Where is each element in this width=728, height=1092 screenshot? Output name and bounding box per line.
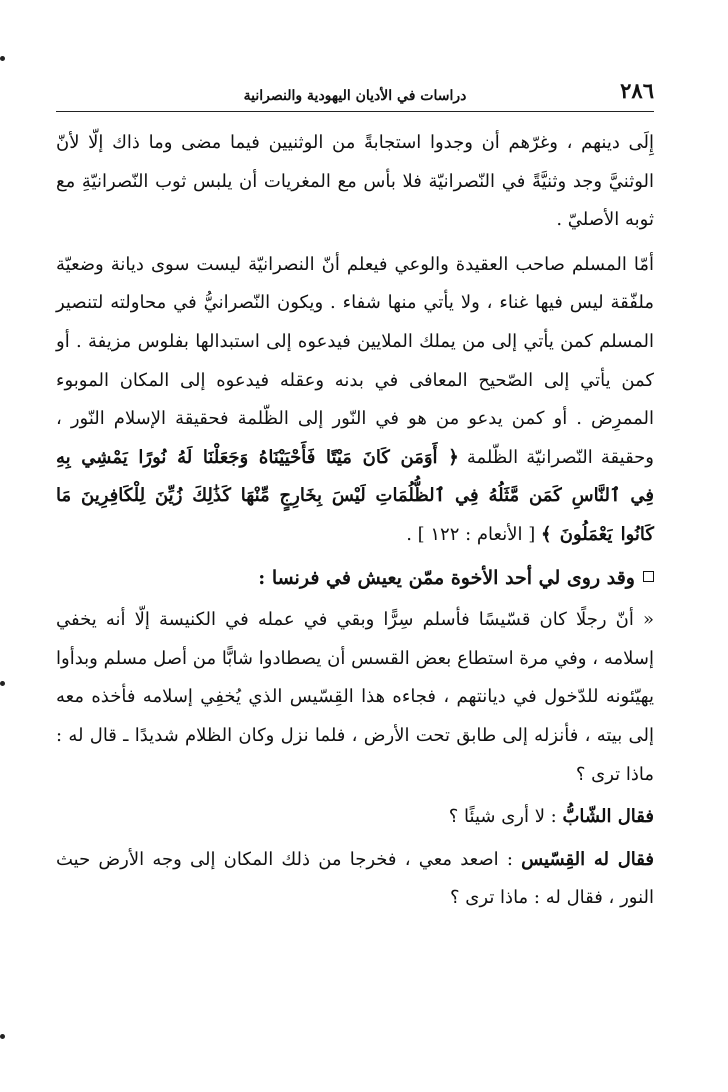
paragraph-3: « أنّ رجلًا كان قسّيسًا فأسلم سِرًّا وبقي في عمله في الكنيسة إلّا أنه يخفي إسلامه ، وفي مرة استطاع بعض القسس أن يصطادوا شابًّا من أصل مسلم وبدأوا يهيّئونه للدّخول في ديانتهم ، فجاءه هذا القِسّيس الذي يُخفِي إسلامه فأخذه معه إلى بيته ، فأنزله إلى طابق تحت الأرض ، فلما نزل وكان الظلام شديدًا ـ قال له : ماذا ترى ؟ bbox=[56, 609, 654, 785]
quran-verse: ﴿ أَوَمَن كَانَ مَيْتًا فَأَحْيَيْنَاهُ وَجَعَلْنَا لَهُ نُورًا يَمْشِي بِهِ فِي ٱلنَّاسِ كَمَن مَّثَلُهُ فِي ٱلظُّلُمَاتِ لَيْسَ بِخَارِجٍ مِّنْهَا كَذَٰلِكَ زُيِّنَ لِلْكَافِرِينَ مَا كَانُوا يَعْمَلُونَ ﴾ bbox=[56, 446, 654, 545]
section-heading-text: وقد روى لي أحد الأخوة ممّن يعيش في فرنسا : bbox=[258, 566, 635, 589]
page-body bbox=[56, 124, 654, 918]
speaker-label: فقال الشّابُّ bbox=[562, 806, 654, 828]
margin-mark bbox=[0, 1034, 5, 1039]
dialogue-line-1 bbox=[56, 798, 654, 837]
paragraph-1: إِلَى دينهم ، وغرّهم أن وجدوا استجابةً من الوثنيين فيما مضى وما ذاك إلّا لأنّ الوثنيَّ وجد وثنيَّةً في النّصرانيّة فلا بأس مع المغريات أن يلبس ثوب النّصرانيّةِ مع ثوبه الأصليّ . bbox=[56, 132, 654, 231]
margin-mark bbox=[0, 56, 5, 61]
dialogue-text: : اصعد معي ، فخرجا من ذلك المكان إلى وجه الأرض حيث النور ، فقال له : ماذا ترى ؟ bbox=[56, 848, 654, 909]
page-header bbox=[56, 76, 654, 112]
section-heading bbox=[56, 559, 654, 598]
verse-citation: [ الأنعام : ١٢٢ ] . bbox=[406, 523, 536, 545]
square-bullet-icon bbox=[643, 571, 654, 582]
margin-mark bbox=[0, 681, 5, 686]
dialogue-line-2 bbox=[56, 841, 654, 918]
running-title: دراسات في الأديان اليهودية والنصرانية bbox=[243, 88, 467, 104]
dialogue-text: : لا أرى شيئًا ؟ bbox=[448, 806, 557, 828]
page-number: ٢٨٦ bbox=[620, 78, 654, 103]
paragraph-2-text: أمّا المسلم صاحب العقيدة والوعي فيعلم أنّ النصرانيّة ليست سوى ديانة وضعيّة ملفّقة ليس فيها غناء ، ولا يأتي منها شفاء . ويكون النّصرانيُّ في محاولته لتنصير المسلم كمن يأتي إلى من يملك الملايين فيدعوه إلى استبدالها بفلوس مزيفة . أو كمن يأتي إلى الصّحيح المعافى في بدنه وعقله فيدعوه إلى المكان الموبوء الممرِض . أو كمن يدعو من هو في النّور إلى الظّلمة فحقيقة الإسلام النّور ، وحقيقة النّصرانيّة الظّلمة bbox=[56, 253, 654, 468]
paragraph-2 bbox=[56, 246, 654, 555]
speaker-label: فقال له القِسّيس bbox=[521, 848, 654, 870]
